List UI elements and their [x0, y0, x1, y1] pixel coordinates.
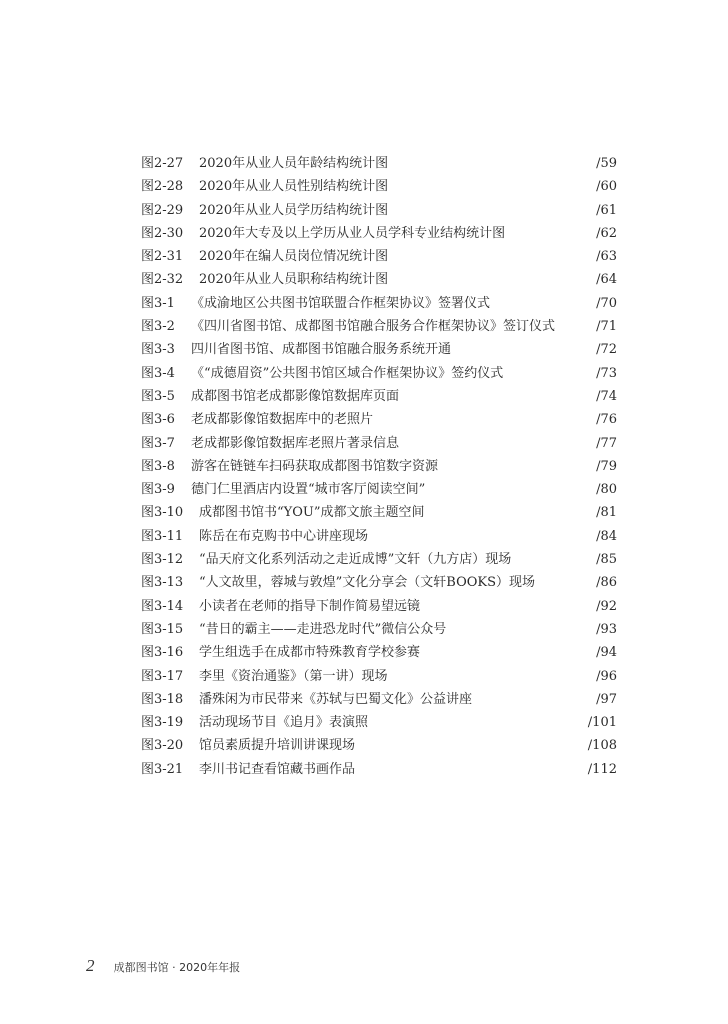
figure-title: 活动现场节目《追月》表演照 [199, 715, 369, 731]
figure-title: 成都图书馆书“YOU”成都文旅主题空间 [199, 505, 425, 521]
toc-entry [141, 688, 617, 711]
figure-number: 图3-17 [141, 668, 184, 684]
figure-title: 2020年从业人员职称结构统计图 [199, 272, 389, 288]
figure-number: 图3-3 [141, 342, 175, 358]
figure-number: 图3-6 [141, 412, 175, 428]
figure-title: 潘殊闲为市民带来《苏轼与巴蜀文化》公益讲座 [199, 691, 473, 707]
figure-number: 图2-27 [141, 156, 184, 171]
figure-number: 图3-13 [141, 575, 184, 591]
figure-title: 成都图书馆老成都影像馆数据库页面 [191, 388, 400, 404]
figure-number: 图3-2 [141, 319, 175, 335]
figure-title: 《成渝地区公共图书馆联盟合作框架协议》签署仪式 [191, 295, 491, 311]
figure-title: 游客在链链车扫码获取成都图书馆数字资源 [191, 458, 439, 474]
figure-number: 图3-7 [141, 435, 175, 451]
toc-entry [141, 665, 617, 688]
figure-title: 2020年从业人员性别结构统计图 [199, 179, 389, 195]
toc-entry [141, 618, 617, 641]
figure-title: 2020年大专及以上学历从业人员学科专业结构统计图 [199, 225, 506, 241]
figure-title: 德门仁里酒店内设置“城市客厅阅读空间” [191, 482, 426, 498]
figure-list [141, 152, 617, 781]
page-number: 2 [86, 956, 95, 975]
page-reference: /108 [587, 738, 617, 754]
page-reference: /77 [596, 435, 617, 451]
toc-entry [141, 315, 617, 338]
page-reference: /79 [596, 458, 617, 474]
figure-number: 图3-15 [141, 621, 184, 637]
toc-entry [141, 455, 617, 478]
page-reference: /74 [596, 388, 617, 404]
page-reference: /112 [587, 761, 617, 777]
figure-number: 图2-30 [141, 225, 184, 241]
figure-number: 图3-20 [141, 738, 184, 754]
page-reference: /101 [587, 715, 617, 731]
page-reference: /86 [596, 575, 617, 591]
toc-entry [141, 525, 617, 548]
toc-entry [141, 292, 617, 315]
toc-entry [141, 362, 617, 385]
toc-entry [141, 758, 617, 781]
figure-title: 学生组选手在成都市特殊教育学校参赛 [199, 645, 421, 661]
figure-number: 图3-1 [141, 295, 175, 311]
figure-title: “品天府文化系列活动之走近成博”文轩（九方店）现场 [199, 552, 512, 568]
figure-number: 图3-21 [141, 761, 184, 777]
page-reference: /70 [596, 295, 617, 311]
page-reference: /81 [596, 505, 617, 521]
toc-entry [141, 711, 617, 734]
figure-number: 图2-28 [141, 179, 184, 195]
figure-title: “人文故里，蓉城与敦煌”文化分享会（文轩BOOKS）现场 [199, 575, 536, 591]
figure-title: 《“成德眉资”公共图书馆区域合作框架协议》签约仪式 [191, 365, 504, 381]
page-reference: /59 [596, 156, 617, 171]
page-reference: /71 [596, 319, 617, 335]
toc-entry [141, 385, 617, 408]
figure-title: 老成都影像馆数据库中的老照片 [191, 412, 374, 428]
figure-title: 李里《资治通鉴》（第一讲）现场 [199, 668, 388, 684]
page-reference: /93 [596, 621, 617, 637]
page-reference: /96 [596, 668, 617, 684]
figure-number: 图3-9 [141, 482, 175, 498]
figure-title: 2020年在编人员岗位情况统计图 [199, 249, 389, 265]
figure-number: 图3-16 [141, 645, 184, 661]
toc-entry [141, 478, 617, 501]
toc-entry [141, 152, 617, 175]
toc-entry [141, 199, 617, 222]
toc-entry [141, 222, 617, 245]
figure-number: 图3-12 [141, 552, 184, 568]
page-reference: /61 [596, 202, 617, 218]
figure-number: 图3-5 [141, 388, 175, 404]
toc-entry [141, 338, 617, 361]
figure-title: 老成都影像馆数据库老照片著录信息 [191, 435, 400, 451]
page-reference: /73 [596, 365, 617, 381]
page-reference: /92 [596, 598, 617, 614]
page-reference: /85 [596, 552, 617, 568]
page-reference: /80 [596, 482, 617, 498]
figure-title: 李川书记查看馆藏书画作品 [199, 761, 356, 777]
toc-entry [141, 245, 617, 268]
toc-entry [141, 571, 617, 594]
figure-number: 图2-29 [141, 202, 184, 218]
page-reference: /63 [596, 249, 617, 265]
figure-number: 图3-18 [141, 691, 184, 707]
page-reference: /60 [596, 179, 617, 195]
page-reference: /76 [596, 412, 617, 428]
toc-entry [141, 501, 617, 524]
figure-title: 小读者在老师的指导下制作简易望远镜 [199, 598, 421, 614]
toc-entry [141, 641, 617, 664]
toc-entry [141, 595, 617, 618]
page-reference: /72 [596, 342, 617, 358]
figure-title: 2020年从业人员学历结构统计图 [199, 202, 389, 218]
figure-title: 陈岳在布克购书中心讲座现场 [199, 528, 369, 544]
toc-entry [141, 268, 617, 291]
figure-number: 图3-11 [141, 528, 184, 544]
toc-entry [141, 548, 617, 571]
page-reference: /62 [596, 225, 617, 241]
figure-number: 图3-8 [141, 458, 175, 474]
page-reference: /97 [596, 691, 617, 707]
figure-title: 《四川省图书馆、成都图书馆融合服务合作框架协议》签订仪式 [191, 319, 556, 335]
figure-title: 四川省图书馆、成都图书馆融合服务系统开通 [191, 342, 452, 358]
figure-number: 图3-19 [141, 715, 184, 731]
running-title: 成都图书馆 · 2020年年报 [113, 961, 241, 974]
toc-entry [141, 175, 617, 198]
figure-number: 图3-4 [141, 365, 175, 381]
toc-entry [141, 432, 617, 455]
figure-number: 图2-31 [141, 249, 184, 265]
toc-entry [141, 734, 617, 757]
toc-entry [141, 408, 617, 431]
page-reference: /64 [596, 272, 617, 288]
figure-title: 馆员素质提升培训讲课现场 [199, 738, 356, 754]
figure-number: 图3-10 [141, 505, 184, 521]
figure-number: 图2-32 [141, 272, 184, 288]
figure-title: 2020年从业人员年龄结构统计图 [199, 156, 389, 171]
page-footer [86, 956, 240, 976]
page-reference: /94 [596, 645, 617, 661]
page-reference: /84 [596, 528, 617, 544]
figure-title: “昔日的霸主——走进恐龙时代”微信公众号 [199, 621, 447, 637]
figure-number: 图3-14 [141, 598, 184, 614]
